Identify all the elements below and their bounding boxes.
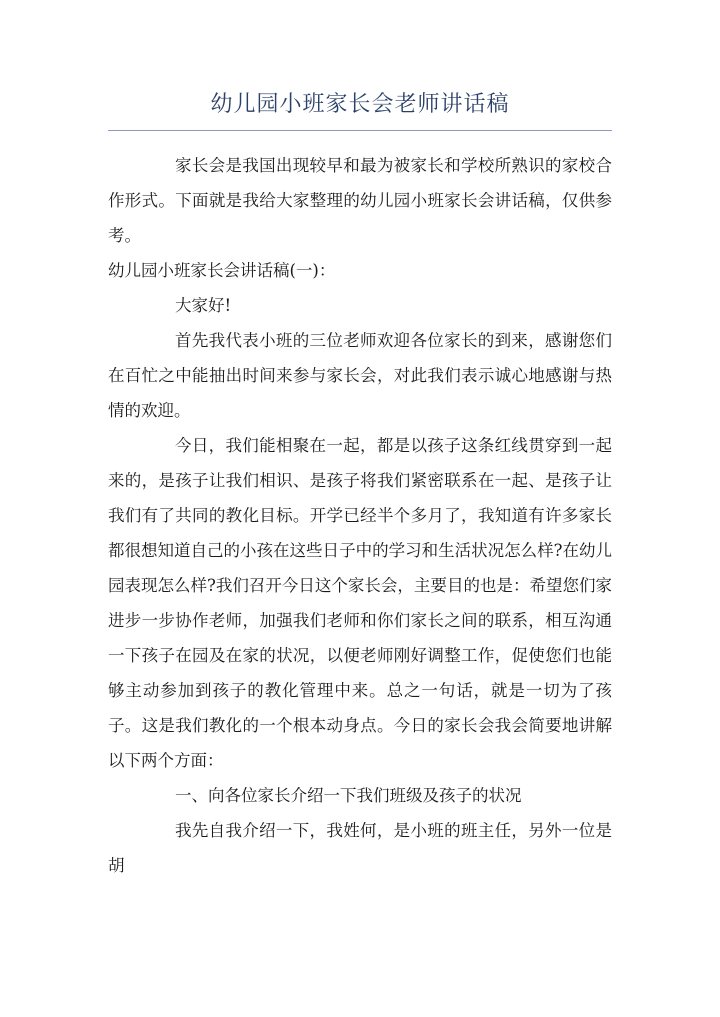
paragraph: 首先我代表小班的三位老师欢迎各位家长的到来，感谢您们在百忙之中能抽出时间来参与家长会，对此我们表示诚心地感谢与热情的欢迎。 bbox=[108, 331, 612, 420]
paragraph: 幼儿园小班家长会讲话稿(一)： bbox=[108, 261, 336, 280]
document-title: 幼儿园小班家长会老师讲话稿 bbox=[210, 92, 510, 117]
document-body bbox=[108, 148, 612, 883]
paragraph: 今日，我们能相聚在一起，都是以孩子这条红线贯穿到一起来的，是孩子让我们相识、是孩子将我们紧密联系在一起、是孩子让我们有了共同的教化目标。开学已经半个多月了，我知道有许多家长都很想知道自己的小孩在这些日子中的学习和生活状况怎么样?在幼儿园表现怎么样?我们召开今日这个家长会，主要目的也是：希望您们家进步一步协作老师，加强我们老师和你们家长之间的联系，相互沟通一下孩子在园及在家的状况，以便老师刚好调整工作，促使您们也能够主动参加到孩子的教化管理中来。总之一句话，就是一切为了孩子。这是我们教化的一个根本动身点。今日的家长会我会简要地讲解以下两个方面： bbox=[108, 436, 612, 770]
paragraph: 我先自我介绍一下，我姓何，是小班的班主任，另外一位是胡 bbox=[108, 821, 612, 875]
title-divider bbox=[108, 130, 612, 131]
paragraph: 大家好! bbox=[175, 296, 232, 315]
paragraph: 家长会是我国出现较早和最为被家长和学校所熟识的家校合作形式。下面就是我给大家整理的幼儿园小班家长会讲话稿，仅供参考。 bbox=[108, 156, 612, 245]
paragraph: 一、向各位家长介绍一下我们班级及孩子的状况 bbox=[175, 786, 522, 805]
